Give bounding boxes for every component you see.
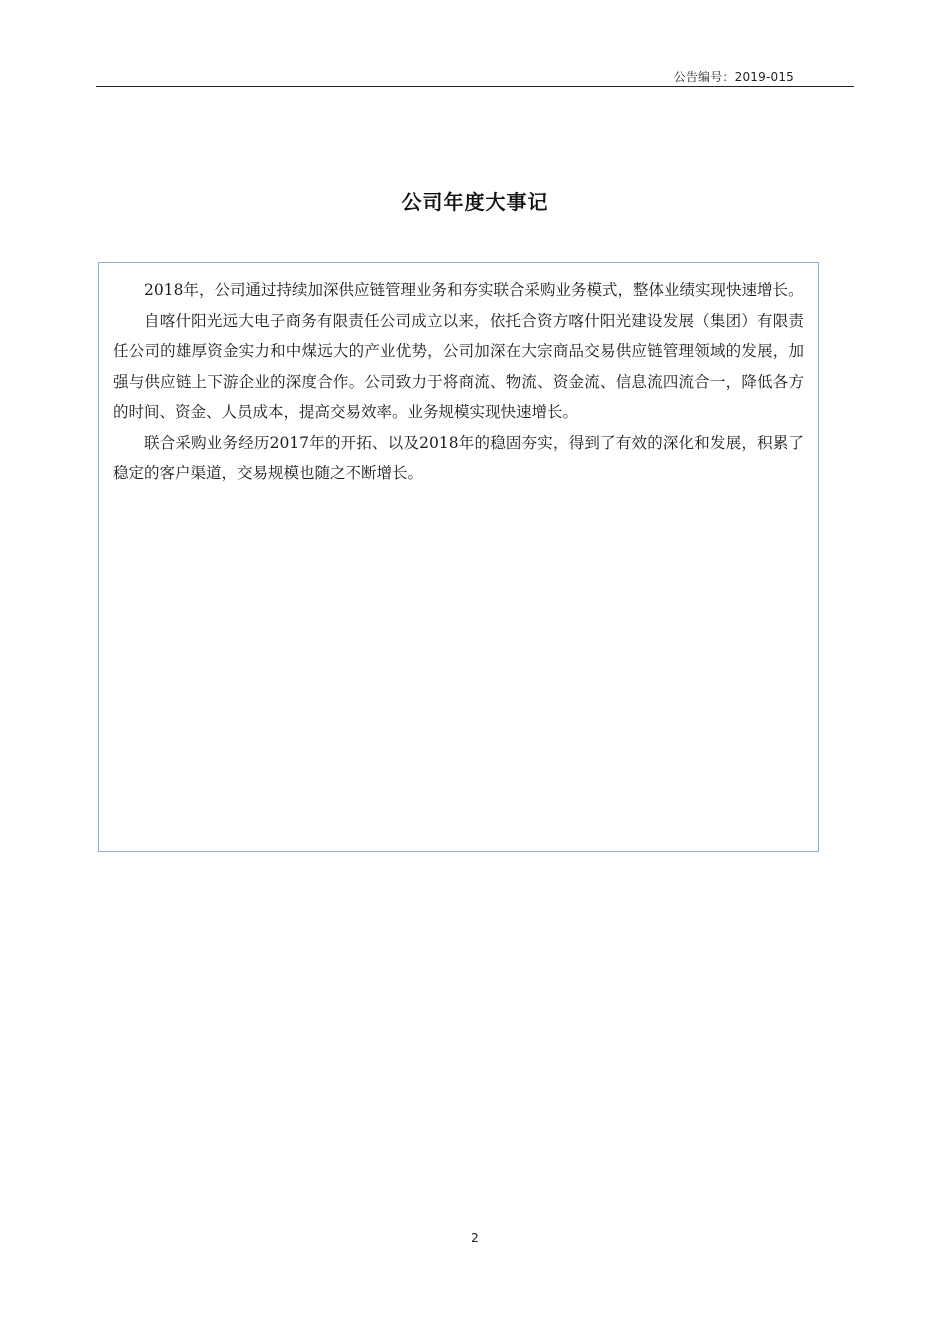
content-box: [98, 262, 819, 852]
page-title: 公司年度大事记: [401, 190, 549, 214]
paragraph-joint-procurement: 联合采购业务经历2017年的开拓、以及2018年的稳固夯实，得到了有效的深化和发展，积累了稳定的客户渠道，交易规模也随之不断增长。: [113, 433, 804, 482]
page-number: 2: [471, 1231, 479, 1245]
paragraph-company-development: 自喀什阳光远大电子商务有限责任公司成立以来，依托合资方喀什阳光建设发展（集团）有限责任公司的雄厚资金实力和中煤远大的产业优势，公司加深在大宗商品交易供应链管理领域的发展，加强与供应链上下游企业的深度合作。公司致力于将商流、物流、资金流、信息流四流合一，降低各方的时间、资金、人员成本，提高交易效率。业务规模实现快速增长。: [113, 311, 804, 421]
announcement-code: 公告编号：2019-015: [673, 70, 794, 84]
paragraph-growth-summary: 2018年，公司通过持续加深供应链管理业务和夯实联合采购业务模式，整体业绩实现快速增长。: [144, 281, 804, 299]
header-divider: [96, 86, 854, 87]
